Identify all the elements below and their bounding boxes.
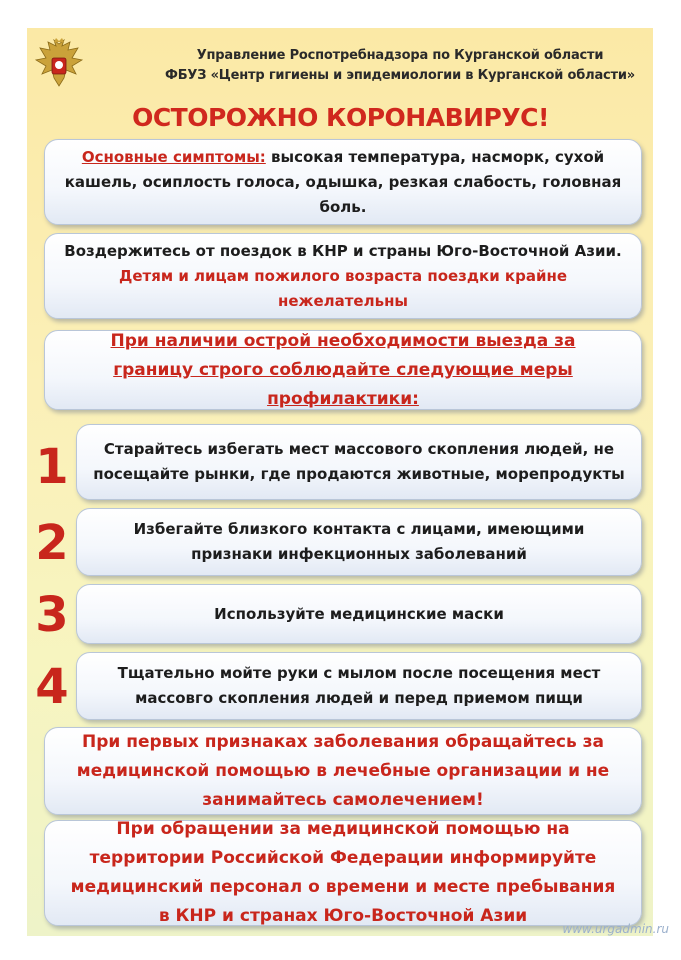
measure-text-1: Старайтесь избегать мест массового скопления людей, не посещайте рынки, где продаются животные, морепродукты xyxy=(93,440,625,483)
travel-box xyxy=(44,233,642,319)
first-signs-text: При первых признаках заболевания обращайтесь за медицинской помощью в лечебные организации и не занимайтесь самолечением! xyxy=(76,731,610,810)
header-institution: ФБУЗ «Центр гигиены и эпидемиологии в Курганской области» xyxy=(165,68,635,83)
symptoms-label: Основные симптомы: xyxy=(81,148,266,166)
abroad-notice: При наличии острой необходимости выезда за границу строго соблюдайте следующие меры профилактики: xyxy=(110,330,576,409)
measure-box-3 xyxy=(76,584,642,644)
measure-box-1 xyxy=(76,424,642,500)
page-title: ОСТОРОЖНО КОРОНАВИРУС! xyxy=(132,103,549,132)
travel-warning: Детям и лицам пожилого возраста поездки крайне нежелательны xyxy=(118,266,568,310)
measure-box-4 xyxy=(76,652,642,720)
watermark: www.urgadmin.ru xyxy=(562,922,669,936)
header-organization: Управление Роспотребнадзора по Курганской области xyxy=(196,48,604,63)
measure-text-4: Тщательно мойте руки с мылом после посещения мест массовго скопления людей и перед приемом пищи xyxy=(117,664,601,707)
measure-text-2: Избегайте близкого контакта с лицами, имеющими признаки инфекционных заболеваний xyxy=(133,520,585,563)
measure-number-3: 3 xyxy=(35,587,69,643)
coat-of-arms-icon xyxy=(34,38,84,90)
measure-number-4: 4 xyxy=(35,659,69,715)
inform-box xyxy=(44,820,642,926)
measure-number-1: 1 xyxy=(35,439,69,495)
measure-number-2: 2 xyxy=(35,515,69,571)
symptoms-text: высокая температура, насморк, сухой кашель, осиплость голоса, одышка, резкая слабость, головная боль. xyxy=(64,148,622,216)
symptoms-box xyxy=(44,139,642,225)
abroad-notice-box xyxy=(44,330,642,410)
measure-box-2 xyxy=(76,508,642,576)
inform-text: При обращении за медицинской помощью на территории Российской Федерации информируйте медицинский персонал о времени и месте пребывания в КНР и странах Юго-Восточной Азии xyxy=(70,819,616,926)
measure-text-3: Используйте медицинские маски xyxy=(214,604,504,623)
first-signs-box xyxy=(44,727,642,815)
travel-advice: Воздержитесь от поездок в КНР и страны Юго-Восточной Азии. xyxy=(64,241,622,260)
